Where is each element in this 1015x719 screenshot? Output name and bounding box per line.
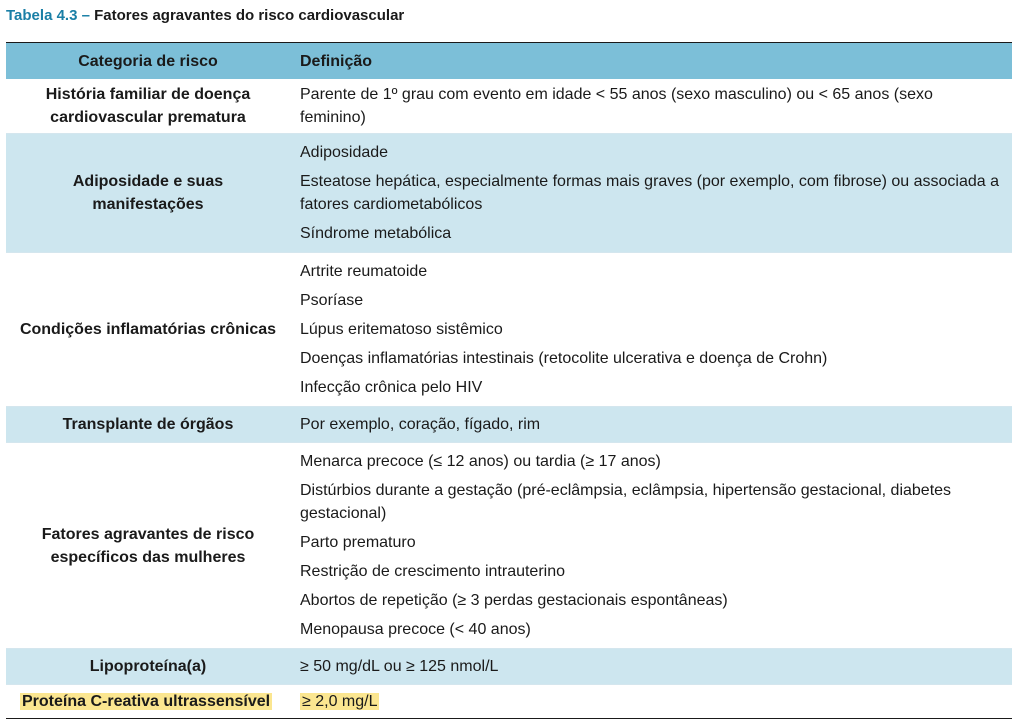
row-definition bbox=[290, 253, 1012, 407]
definition-item: Distúrbios durante a gestação (pré-eclâmpsia, eclâmpsia, hipertensão gestacional, diabetes gestacional) bbox=[300, 482, 952, 522]
header-category: Categoria de risco bbox=[6, 43, 290, 80]
definition-item: ≥ 2,0 mg/L bbox=[302, 693, 378, 710]
definition-item: Adiposidade bbox=[300, 144, 389, 161]
definition-item: Doenças inflamatórias intestinais (retocolite ulcerativa e doença de Crohn) bbox=[300, 350, 828, 367]
definition-item: Psoríase bbox=[300, 292, 364, 309]
definition-item: Lúpus eritematoso sistêmico bbox=[300, 321, 503, 338]
category-label: Proteína C-reativa ultrassensível bbox=[22, 693, 271, 710]
definition-item: ≥ 50 mg/dL ou ≥ 125 nmol/L bbox=[300, 658, 499, 675]
row-definition bbox=[290, 685, 1012, 719]
table-row bbox=[6, 253, 1012, 407]
table-row bbox=[6, 79, 1012, 134]
definition-item: Menarca precoce (≤ 12 anos) ou tardia (≥ 17 anos) bbox=[300, 453, 661, 470]
row-category bbox=[6, 649, 290, 685]
table-row bbox=[6, 443, 1012, 649]
row-category bbox=[6, 79, 290, 134]
category-label: História familiar de doença cardiovascular prematura bbox=[45, 86, 251, 126]
definition-item: Restrição de crescimento intrauterino bbox=[300, 563, 566, 580]
definition-item: Infecção crônica pelo HIV bbox=[300, 379, 483, 396]
row-definition bbox=[290, 79, 1012, 134]
definition-item: Abortos de repetição (≥ 3 perdas gestacionais espontâneas) bbox=[300, 592, 728, 609]
caption-number: Tabela 4.3 – bbox=[6, 7, 90, 24]
row-definition bbox=[290, 443, 1012, 649]
risk-factors-table bbox=[6, 42, 1012, 719]
category-label: Lipoproteína(a) bbox=[89, 658, 207, 675]
row-category bbox=[6, 443, 290, 649]
row-definition bbox=[290, 649, 1012, 685]
row-category bbox=[6, 407, 290, 443]
row-definition bbox=[290, 407, 1012, 443]
definition-item: Artrite reumatoide bbox=[300, 263, 428, 280]
definition-item: Parente de 1º grau com evento em idade < 55 anos (sexo masculino) ou < 65 anos (sexo feminino) bbox=[300, 86, 933, 126]
row-category bbox=[6, 253, 290, 407]
category-label: Adiposidade e suas manifestações bbox=[72, 173, 224, 213]
table-header-row bbox=[6, 43, 1012, 80]
table-caption bbox=[6, 5, 404, 27]
category-label: Condições inflamatórias crônicas bbox=[19, 321, 277, 338]
definition-item: Por exemplo, coração, fígado, rim bbox=[300, 416, 541, 433]
row-definition bbox=[290, 134, 1012, 253]
category-label: Transplante de órgãos bbox=[62, 416, 234, 433]
header-definition: Definição bbox=[290, 43, 1012, 80]
definition-item: Síndrome metabólica bbox=[300, 225, 452, 242]
table-row bbox=[6, 134, 1012, 253]
category-label: Fatores agravantes de risco específicos das mulheres bbox=[41, 525, 255, 566]
row-category bbox=[6, 134, 290, 253]
definition-item: Parto prematuro bbox=[300, 534, 416, 551]
table-row bbox=[6, 649, 1012, 685]
definition-item: Esteatose hepática, especialmente formas mais graves (por exemplo, com fibrose) ou associada a fatores cardiometabólicos bbox=[300, 173, 1000, 213]
table-row bbox=[6, 407, 1012, 443]
table-row bbox=[6, 685, 1012, 719]
row-category bbox=[6, 685, 290, 719]
caption-title: Fatores agravantes do risco cardiovascular bbox=[94, 7, 405, 24]
definition-item: Menopausa precoce (< 40 anos) bbox=[300, 621, 531, 638]
